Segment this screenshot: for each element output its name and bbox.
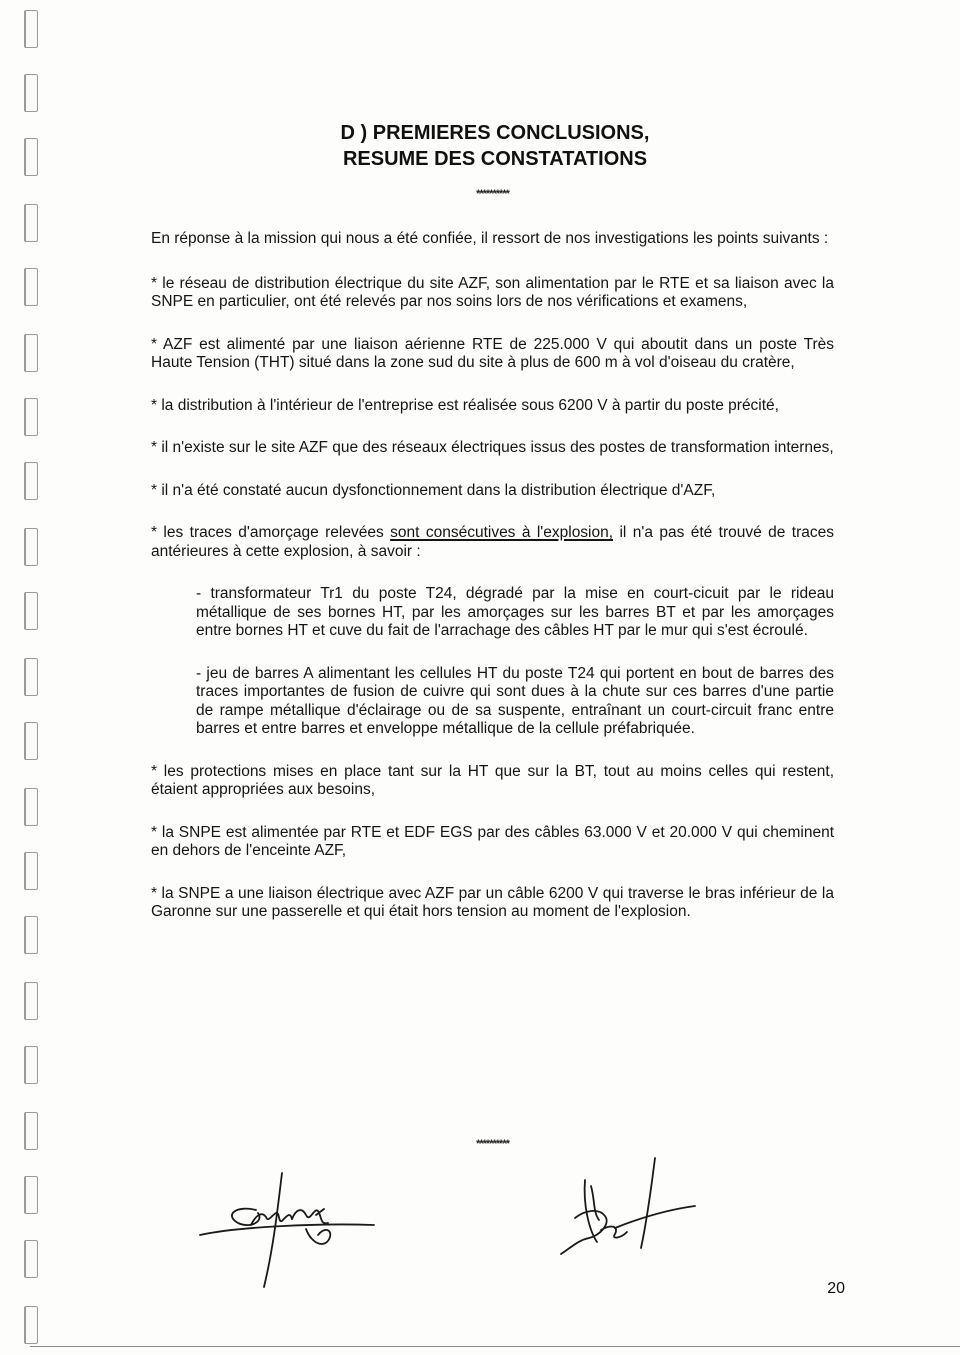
point-paragraph: * les protections mises en place tant sur la HT que sur la BT, tout au moins celles qui restent, étaient appropriées aux besoins, <box>151 762 834 798</box>
title-line-1: D ) PREMIERES CONCLUSIONS, <box>340 122 650 144</box>
point-paragraph: * il n'existe sur le site AZF que des réseaux électriques issus des postes de transformation internes, <box>151 439 834 456</box>
point-paragraph: * AZF est alimenté par une liaison aérienne RTE de 225.000 V qui aboutit dans un poste Très Haute Tension (THT) situé dans la zone sud du site à plus de 600 m à vol d'oiseau du cratère, <box>151 335 834 371</box>
binder-hole <box>24 722 38 760</box>
page-bottom-edge <box>30 1346 960 1347</box>
intro-paragraph: En réponse à la mission qui nous a été confiée, il ressort de nos investigations les points suivants : <box>151 230 829 247</box>
binder-hole <box>24 268 38 306</box>
page-number: 20 <box>827 1280 845 1297</box>
binder-hole <box>24 138 38 176</box>
binder-hole <box>24 204 38 242</box>
separator-top: ********** <box>476 188 509 200</box>
binder-holes <box>24 0 44 1355</box>
sub-point-paragraph: - transformateur Tr1 du poste T24, dégradé par la mise en court-cicuit par le rideau métallique de ses bornes HT, par les amorçages sur les barres BT et par les amorçages entre bornes HT et cuve du fait de l'arrachage des câbles HT par le mur qui s'est écroulé. <box>196 585 834 639</box>
sub-point-paragraph: - jeu de barres A alimentant les cellules HT du poste T24 qui portent en bout de barres des traces importantes de fusion de cuivre qui sont dues à la chute sur ces barres d'une partie de rampe métallique d'éclairage ou de sa suspente, entraînant un court-circuit franc entre barres et entre barres et enveloppe métallique de la cellule préfabriquée. <box>196 664 834 737</box>
binder-hole <box>24 1240 38 1278</box>
title-line-2: RESUME DES CONSTATATIONS <box>342 148 648 170</box>
point-paragraph: * le réseau de distribution électrique du site AZF, son alimentation par le RTE et sa liaison avec la SNPE en particulier, ont été relevés par nos soins lors de nos vérifications et examens, <box>151 274 834 310</box>
signature-left <box>196 1165 381 1295</box>
binder-hole <box>24 982 38 1020</box>
binder-hole <box>24 658 38 696</box>
binder-hole <box>24 788 38 826</box>
binder-hole <box>24 10 38 48</box>
traces-underlined-text: sont consécutives à l'explosion, <box>390 524 614 541</box>
separator-bottom: ********** <box>476 1138 509 1150</box>
binder-hole <box>24 852 38 890</box>
point-paragraph: * la SNPE a une liaison électrique avec AZF par un câble 6200 V qui traverse le bras inférieur de la Garonne sur une passerelle et qui était hors tension au moment de l'explosion. <box>151 884 834 920</box>
signature-right <box>555 1150 705 1270</box>
binder-hole <box>24 1046 38 1084</box>
binder-hole <box>24 1306 38 1344</box>
binder-hole <box>24 1112 38 1150</box>
binder-hole <box>24 528 38 566</box>
binder-hole <box>24 592 38 630</box>
section-title <box>200 120 790 172</box>
traces-prefix: * les traces d'amorçage relevées <box>151 524 391 541</box>
point-paragraph: * la SNPE est alimentée par RTE et EDF EGS par des câbles 63.000 V et 20.000 V qui cheminent en dehors de l'enceinte AZF, <box>151 823 834 859</box>
binder-hole <box>24 462 38 500</box>
binder-hole <box>24 334 38 372</box>
binder-hole <box>24 398 38 436</box>
binder-hole <box>24 916 38 954</box>
point-paragraph: * il n'a été constaté aucun dysfonctionnement dans la distribution électrique d'AZF, <box>151 481 716 499</box>
traces-suffix: il n'a pas été trouvé de traces antérieures à cette explosion, à savoir : <box>151 524 834 560</box>
point-paragraph: * la distribution à l'intérieur de l'entreprise est réalisée sous 6200 V à partir du poste précité, <box>151 396 779 414</box>
traces-paragraph <box>151 524 834 561</box>
document-body <box>151 230 834 946</box>
binder-hole <box>24 1176 38 1214</box>
binder-hole <box>24 74 38 112</box>
